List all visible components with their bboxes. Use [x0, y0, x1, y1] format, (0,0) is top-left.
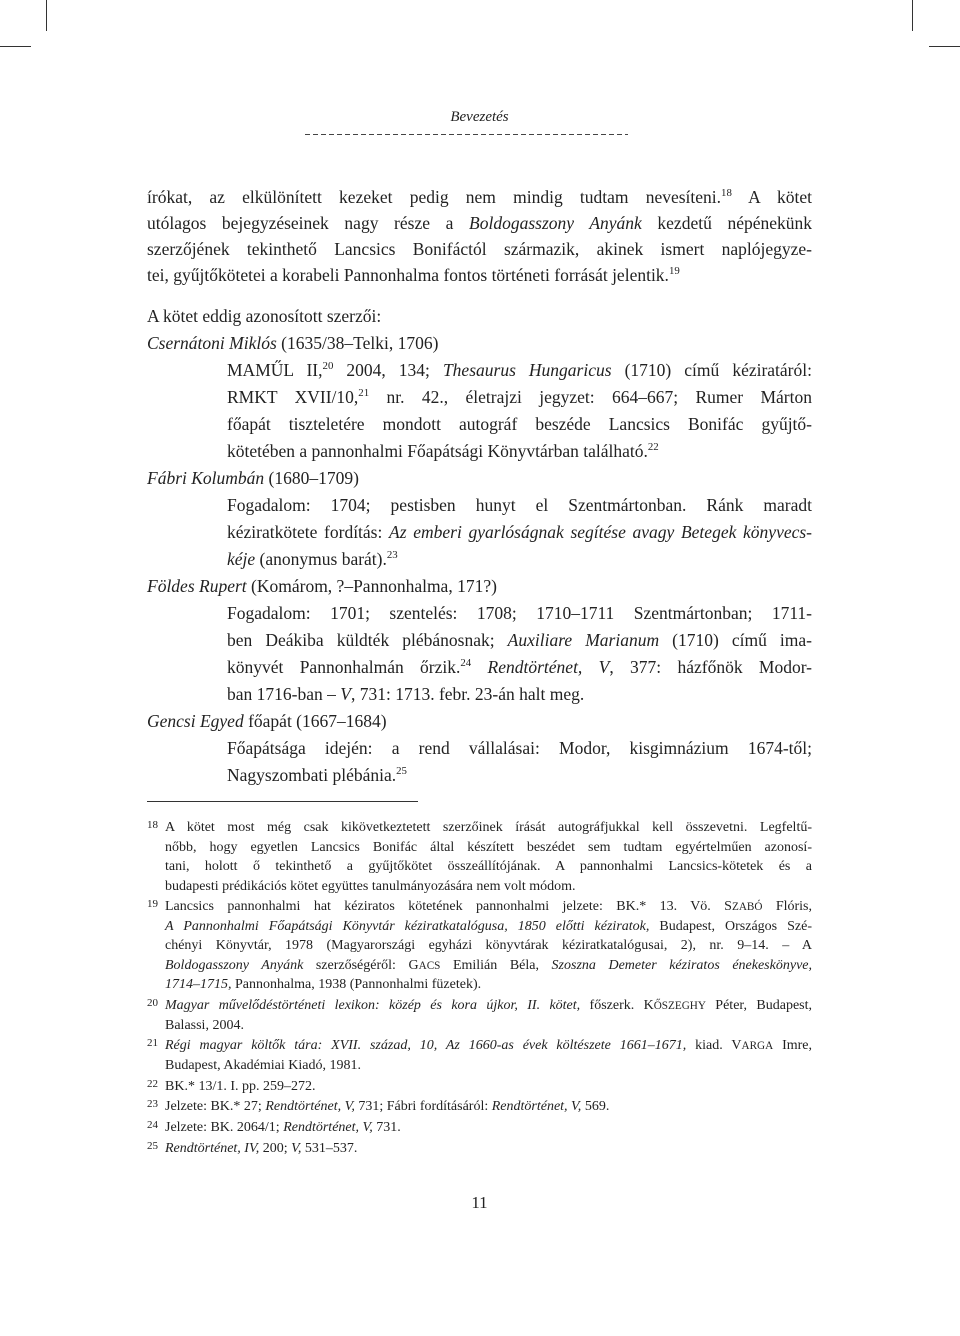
text-line: [227, 411, 812, 438]
text-line: [165, 975, 812, 995]
footnote-reference: 20: [322, 359, 334, 372]
text-line: [165, 1036, 812, 1056]
text-run: , 731: 1713. febr. 23-án halt meg.: [350, 684, 585, 705]
text-run: tani, holott ő tekinthető a gyűjtőkötet összeállítójának. A pannonhalmi Lancsics-kötetek és a: [165, 859, 812, 874]
text-run: nőbb, hogy egyetlen Lancsics Bonifác által készített beszédet sem tudtam egyértelműen azonosí-: [165, 839, 812, 855]
footnote-number: 22: [147, 1077, 158, 1090]
small-caps-text: ACS: [418, 959, 441, 972]
crop-mark-top-left-vertical: [46, 0, 47, 31]
text-run: nr. 42., életrajzi jegyzet: 664–667; Rumer Márton: [369, 386, 812, 407]
author-name-line: [147, 573, 812, 600]
text-line: [165, 877, 812, 897]
italic-text: Boldogasszony Anyánk: [165, 957, 304, 973]
text-run: könyvét Pannonhalmán őrzik.: [227, 657, 461, 678]
text-run: budapesti prédikációs kötet együttes tanulmányozására nem volt módom.: [165, 878, 576, 894]
author-list: [147, 303, 812, 790]
text-line: [227, 735, 812, 762]
author-entries: [147, 330, 812, 790]
text-run: A kötet most még csak kikövetkeztetett szerzőinek írását autográfjukkal kell összevetni. Legfeltű-: [165, 820, 812, 835]
text-run: főszerk. K: [580, 998, 654, 1014]
text-run: 200;: [259, 1141, 292, 1157]
text-run: Flóris,: [762, 899, 813, 915]
footnote: [147, 1139, 812, 1159]
text-run: 569.: [581, 1099, 610, 1115]
italic-text: Földes Rupert: [147, 575, 247, 596]
footnote-number: 21: [147, 1037, 158, 1050]
text-run: MAMŰL II,: [227, 359, 323, 380]
text-run: Balassi, 2004.: [165, 1017, 244, 1033]
text-run: [471, 657, 487, 677]
text-line: [165, 1016, 812, 1036]
text-run: Imre,: [773, 1038, 812, 1054]
footnote-number: 23: [147, 1098, 158, 1111]
author-details: [227, 735, 812, 789]
text-run: 731.: [372, 1120, 401, 1136]
footnote: [147, 1077, 812, 1097]
text-run: Budapest, Akadémiai Kiadó, 1981.: [165, 1057, 361, 1073]
text-line: [227, 492, 812, 519]
text-run: kiad. V: [686, 1038, 742, 1054]
italic-text: Auxiliare Marianum: [507, 630, 660, 651]
text-run: 531–537.: [301, 1141, 358, 1157]
text-line: [165, 1118, 812, 1138]
page-number: 11: [471, 1193, 488, 1212]
footnotes: [147, 818, 812, 1160]
text-line: [165, 1139, 812, 1159]
italic-text: V: [340, 684, 351, 705]
footnote-reference: 24: [460, 657, 472, 670]
text-run: szerzőségéről: G: [303, 957, 419, 973]
italic-text: V,: [291, 1141, 302, 1157]
text-run: tei, gyűjtőkötetei a korabeli Pannonhalma fontos történeti forrását jelentik.: [147, 265, 669, 285]
header-dashed-rule: [305, 134, 628, 135]
text-run: (anonymus barát).: [255, 548, 387, 569]
text-line: [165, 917, 812, 937]
text-run: RMKT XVII/10,: [227, 386, 359, 407]
italic-text: A Pannonhalmi Főapátsági Könyvtár kéziratkatalógusa, 1850 előtti kéziratok,: [165, 918, 650, 934]
text-line: [147, 210, 812, 236]
italic-text: Rendtörténet, V,: [491, 1099, 582, 1115]
text-line: [147, 236, 812, 262]
footnote-text: [165, 1077, 812, 1097]
text-line: [165, 1077, 812, 1097]
text-line: [147, 184, 812, 210]
author-name-line: [147, 330, 812, 357]
small-caps-text: ŐSZEGHY: [653, 1000, 706, 1013]
author-entry: [147, 465, 812, 573]
author-entry: [147, 330, 812, 465]
footnote-number: 24: [147, 1119, 158, 1132]
footnote-text: [165, 818, 812, 896]
text-run: Jelzete: BK.* 27;: [165, 1099, 266, 1115]
text-run: Nagyszombati plébánia.: [227, 765, 397, 786]
text-line: [227, 384, 812, 411]
italic-text: Gencsi Egyed: [147, 711, 244, 732]
intro-paragraph: [147, 184, 812, 288]
author-name-line: [147, 465, 812, 492]
author-details: [227, 600, 812, 708]
italic-text: Thesaurus Hungaricus: [442, 359, 612, 380]
text-line: [227, 357, 812, 384]
italic-text: Boldogasszony Anyánk: [469, 213, 642, 233]
text-run: kezdetű népénekünk: [641, 213, 812, 233]
text-run: szerzőjének tekinthető Lancsics Bonifáctól származik, akinek ismert naplójegyze-: [147, 239, 812, 259]
small-caps-text: ARGA: [741, 1040, 774, 1053]
footnote: [147, 996, 812, 1035]
text-run: Budapest, Országos Szé-: [649, 918, 812, 934]
text-run: , 377: házfőnök Modor-: [609, 657, 813, 678]
author-details: [227, 492, 812, 573]
text-run: Pannonhalma, 1938 (Pannonhalmi füzetek).: [231, 977, 482, 993]
text-run: (1680–1709): [264, 467, 359, 488]
text-line: [165, 857, 812, 877]
text-run: 731; Fábri fordításáról:: [354, 1099, 492, 1115]
text-line: [227, 627, 812, 654]
text-run: A kötet: [731, 187, 813, 207]
text-run: (1710) című ima-: [659, 630, 813, 651]
italic-text: 1714–1715,: [165, 977, 232, 993]
footnote-text: [165, 1139, 812, 1159]
list-heading: [147, 303, 812, 330]
text-line: [227, 654, 812, 681]
text-line: [165, 1056, 812, 1076]
text-run: (1710) című kéziratáról:: [611, 359, 812, 380]
text-run: Főapátsága idején: a rend vállalásai: Modor, kisgimnázium 1674-től;: [227, 738, 812, 759]
italic-text: Régi magyar költők tára: XVII. század, 10, Az 1660-as évek költészete 1661–1671,: [165, 1038, 687, 1054]
text-run: chényi Könyvtár, 1978 (Magyarországi egyházi könyvtárak kéziratkatalógusai, 2), nr. 9–14. – A: [165, 938, 812, 954]
italic-text: Csernátoni Miklós: [147, 332, 277, 353]
footnote: [147, 897, 812, 995]
text-run: kötetében a pannonhalmi Főapátsági Könyvtárban található.: [227, 440, 648, 461]
footnote-number: 25: [147, 1140, 158, 1153]
text-line: [165, 1097, 812, 1117]
footnote-text: [165, 1097, 812, 1117]
footnote-reference: 25: [396, 765, 407, 778]
text-run: ben Deákiba küldték plébánosnak;: [227, 630, 508, 651]
italic-text: Rendtörténet, V: [487, 657, 610, 678]
text-line: [165, 956, 812, 976]
text-run: kéziratkötete fordítás:: [227, 521, 390, 542]
footnote-reference: 19: [668, 265, 680, 278]
footnote-text: [165, 1036, 812, 1075]
italic-text: Magyar művelődéstörténeti lexikon: közép és kora újkor, II. kötet,: [165, 998, 581, 1014]
text-line: [227, 681, 812, 708]
footnote: [147, 1036, 812, 1075]
author-name-line: [147, 708, 812, 735]
text-line: [165, 996, 812, 1016]
footnote-text: [165, 897, 812, 995]
footnote: [147, 1118, 812, 1138]
footnote-text: [165, 996, 812, 1035]
text-line: [165, 818, 812, 838]
text-line: [165, 936, 812, 956]
text-line: [227, 519, 812, 546]
text-line: [147, 303, 812, 330]
italic-text: Rendtörténet, V,: [283, 1120, 373, 1136]
text-run: Lancsics pannonhalmi hat kéziratos kötetének pannonhalmi jelzete: BK.* 13. Vö. S: [165, 899, 732, 915]
footnote-reference: 23: [386, 549, 398, 562]
italic-text: Rendtörténet, IV,: [165, 1141, 260, 1157]
footnote-separator: [147, 801, 418, 802]
text-line: [227, 438, 812, 465]
italic-text: Szoszna Demeter kéziratos énekeskönyve,: [551, 957, 812, 973]
italic-text: Az emberi gyarlóságnak segítése avagy Betegek könyvecs-: [389, 521, 813, 542]
text-run: BK.* 13/1. I. pp. 259–272.: [165, 1078, 316, 1094]
text-line: [227, 762, 812, 789]
footnote: [147, 818, 812, 896]
small-caps-text: ZABÓ: [731, 901, 763, 914]
crop-mark-top-right-vertical: [912, 0, 913, 31]
italic-text: Rendtörténet, V,: [265, 1099, 355, 1115]
footnote-reference: 22: [647, 440, 659, 453]
italic-text: kéje: [227, 548, 256, 569]
text-line: [165, 838, 812, 858]
text-run: főapát tiszteletére mondott autográf beszéde Lancsics Bonifác gyűjtő-: [227, 413, 812, 434]
footnote-number: 18: [147, 819, 158, 831]
text-run: (Komárom, ?–Pannonhalma, 171?): [246, 575, 497, 596]
author-entry: [147, 573, 812, 708]
text-run: (1635/38–Telki, 1706): [276, 332, 439, 353]
author-details: [227, 357, 812, 465]
text-run: Jelzete: BK. 2064/1;: [165, 1120, 284, 1136]
crop-mark-top-right-horizontal: [929, 46, 960, 47]
footnote-number: 20: [147, 997, 158, 1010]
text-line: [227, 600, 812, 627]
footnote-reference: 18: [721, 187, 732, 200]
text-run: Emilián Béla,: [440, 957, 552, 973]
text-run: 2004, 134;: [333, 359, 443, 380]
text-run: Fogadalom: 1701; szentelés: 1708; 1710–1711 Szentmártonban; 1711-: [227, 603, 812, 624]
text-run: utólagos bejegyzéseinek nagy része a: [147, 213, 470, 233]
text-line: [147, 262, 812, 288]
running-title: Bevezetés: [450, 109, 509, 125]
crop-mark-top-left-horizontal: [0, 46, 31, 47]
text-run: A kötet eddig azonosított szerzői:: [147, 305, 382, 326]
italic-text: Fábri Kolumbán: [147, 467, 265, 488]
text-run: Fogadalom: 1704; pestisben hunyt el Szentmártonban. Ránk maradt: [227, 494, 812, 515]
text-run: Péter, Budapest,: [705, 998, 812, 1014]
footnote-number: 19: [147, 898, 158, 911]
text-run: írókat, az elkülönített kezeket pedig nem mindig tudtam nevesíteni.: [147, 187, 722, 207]
text-run: ban 1716-ban –: [227, 684, 341, 705]
text-run: főapát (1667–1684): [243, 711, 387, 732]
footnote-text: [165, 1118, 812, 1138]
footnote: [147, 1097, 812, 1117]
author-entry: [147, 708, 812, 789]
text-line: [165, 897, 812, 917]
text-line: [227, 546, 812, 573]
footnote-reference: 21: [358, 386, 370, 399]
